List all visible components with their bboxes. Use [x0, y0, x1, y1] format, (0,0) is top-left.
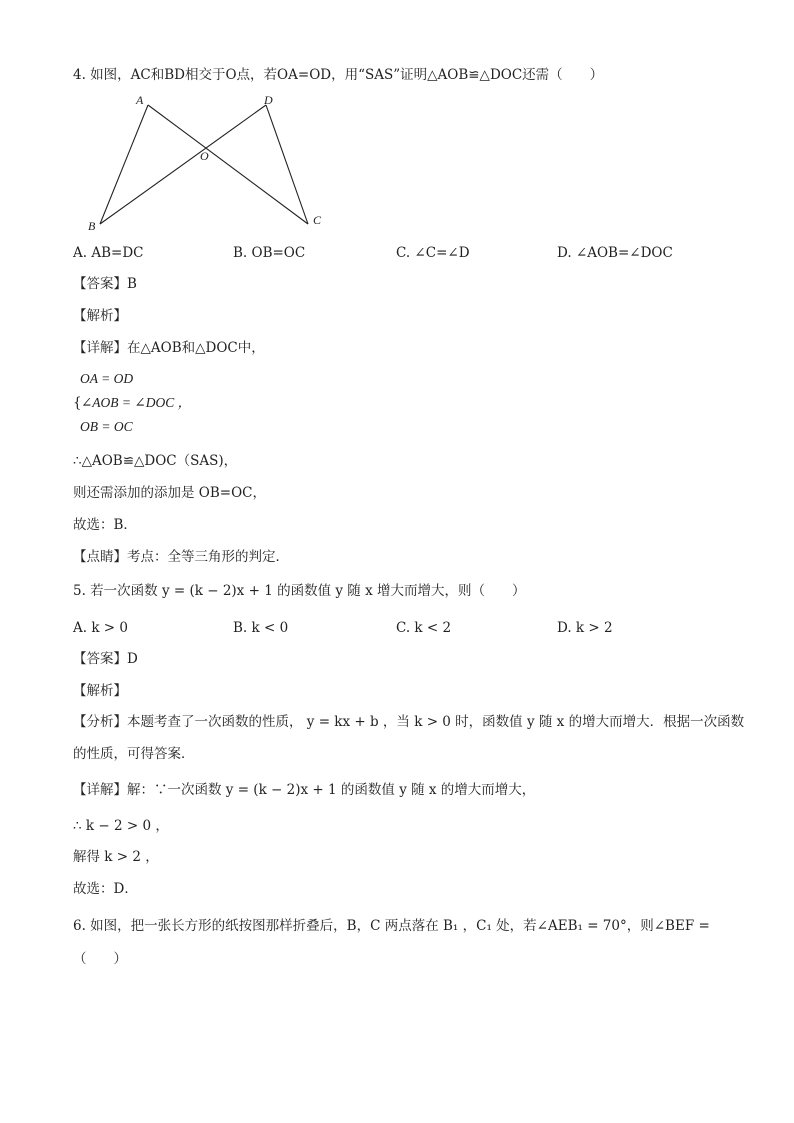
label-c: C — [313, 213, 322, 227]
q4-option-b: B. OB=OC — [233, 245, 306, 261]
q4-analysis-heading: 【解析】 — [73, 308, 127, 324]
q4-option-d: D. ∠AOB=∠DOC — [557, 245, 673, 261]
q5-fenxi-line-2: 的性质，可得答案． — [73, 746, 195, 762]
q4-stem: 4. 如图，AC和BD相交于O点，若OA=OD，用“SAS”证明△AOB≌△DOC还需（ ） — [73, 67, 604, 83]
q4-therefore: ∴△AOB≌△DOC（SAS)， — [73, 453, 238, 469]
segment-bd — [100, 105, 266, 224]
q4-system-line-3: OB = OC — [80, 419, 133, 434]
q5-step-1: ∴ k − 2 > 0 ， — [73, 818, 169, 834]
q4-system-brace: { — [73, 395, 82, 411]
q5-fenxi-line-1: 【分析】本题考查了一次函数的性质， y = kx + b ，当 k > 0 时，函数值 y 随 x 的增大而增大．根据一次函数 — [73, 714, 745, 730]
q4-system-line-2: ∠AOB = ∠DOC ， — [81, 395, 192, 410]
q6-stem-line-1: 6. 如图，把一张长方形的纸按图那样折叠后，B，C 两点落在 B₁ ，C₁ 处，若∠AEB₁ = 70°，则∠BEF = — [73, 918, 710, 934]
q5-option-d: D. k > 2 — [557, 620, 613, 636]
q5-option-b: B. k < 0 — [233, 620, 289, 636]
q5-stem: 5. 若一次函数 y = (k − 2)x + 1 的函数值 y 随 x 增大而增大，则（ ） — [73, 583, 526, 599]
q5-option-c: C. k < 2 — [396, 620, 452, 636]
q5-answer: 【答案】D — [73, 651, 138, 667]
label-a: A — [136, 93, 144, 107]
segment-dc — [266, 105, 308, 224]
q4-answer: 【答案】B — [73, 276, 137, 292]
segment-ac — [148, 105, 308, 224]
label-d: D — [264, 93, 273, 107]
q5-analysis-heading: 【解析】 — [73, 683, 127, 699]
label-b: B — [88, 219, 96, 233]
q5-step-2: 解得 k > 2 ， — [73, 849, 159, 865]
q4-option-a: A. AB=DC — [73, 245, 144, 261]
q4-option-c: C. ∠C=∠D — [396, 245, 470, 261]
q4-choice: 故选：B． — [73, 517, 137, 533]
q4-system-line-1: OA = OD — [80, 371, 134, 386]
q4-need: 则还需添加的添加是 OB=OC， — [73, 485, 266, 501]
q5-choice: 故选：D． — [73, 881, 138, 897]
q4-detail: 【详解】在△AOB和△DOC中， — [73, 340, 265, 356]
intersecting-segments-figure — [80, 88, 340, 236]
q5-option-a: A. k > 0 — [73, 620, 128, 636]
q4-comment: 【点睛】考点：全等三角形的判定． — [73, 549, 289, 565]
label-o: O — [200, 149, 209, 163]
q5-detail: 【详解】解：∵一次函数 y = (k − 2)x + 1 的函数值 y 随 x 的增大而增大， — [73, 782, 536, 798]
q6-stem-line-2: （ ） — [73, 951, 127, 967]
